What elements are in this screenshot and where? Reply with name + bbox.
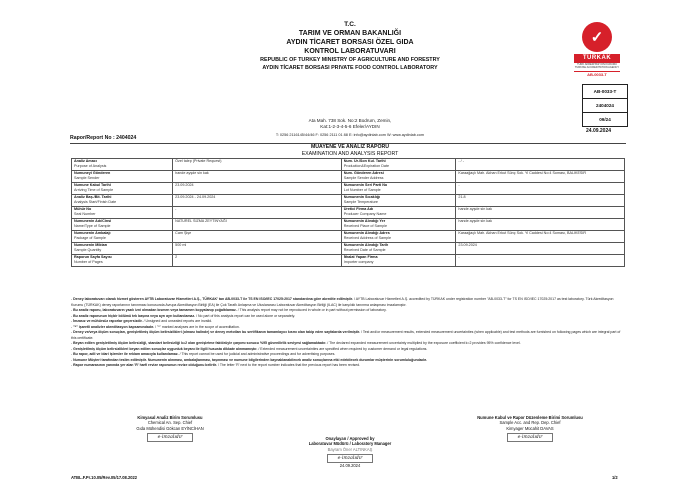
info-label-text: Numunenin Ambalajı [74, 231, 111, 235]
info-label [72, 231, 173, 243]
info-label-en: Sample Quantity [74, 247, 102, 252]
info-value-2-text: - / - [458, 159, 464, 163]
note-en: / Test and/or measurement results, extended measurement uncertainties (when applicable) and test methods are furnished on following pages which are integral part of this certificate. [71, 330, 621, 340]
signature-center-subtitle: Laboratuvar Müdürü / Laboratory Manager [308, 441, 392, 447]
note-item: - Genişletilmiş ölçüm belirsizlikleri beyan edilen sonuçlar uygunluk beyanı ile ilgili hususta dikkate alınmamıştır. / Extended measurement uncertainties are specified when required by customer demand or legal regulations. [71, 346, 428, 351]
info-value-2 [456, 195, 625, 207]
info-row [72, 255, 625, 267]
info-label-2 [341, 183, 456, 195]
info-value-2-text: 23.09.2024 [458, 243, 477, 247]
note-tr: Bu analiz raporu, laboratuvarın yazılı izni olmadan kısmen veya tamamen kopyalanıp çoğaltılamaz. [73, 308, 237, 312]
info-value-text: 2 [175, 255, 178, 259]
note-item: - Bu analiz raporu, laboratuvarın yazılı izni olmadan kısmen veya tamamen kopyalanıp çoğaltılamaz. / This analysis report may not be reproduced in whole or in part without permission of laboratory. [71, 308, 387, 312]
note-en: / Unsigned and unsealed reports are invalid. [142, 319, 213, 323]
info-value-2-text: Karaağaçlı Mah. Akhan Erkut Sünç Sok. Yi Caddesi No:4 Soması, BALIKESİR [458, 231, 587, 235]
note-tr: Genişletilmiş ölçüm belirsizlikleri beyan edilen sonuçlar uygunluk beyanı ile ilgili hususta dikkate alınmamıştır. [73, 346, 258, 351]
info-row [72, 171, 625, 183]
signature-right-title-en: Sample Acc. and Rep. Dep. Chief [499, 420, 561, 426]
report-title-en: EXAMINATION AND ANALYSIS REPORT [301, 151, 399, 157]
info-label-text: Mühür No [74, 207, 92, 211]
info-value-2-text: - [458, 255, 460, 259]
info-label-2 [341, 207, 456, 219]
note-item: - "*" işaretli analizler akreditasyon kapsamındadır. / "*" marked analyses are in the scope of accreditation. [71, 324, 240, 329]
info-value-text: - [175, 207, 177, 211]
info-row [72, 219, 625, 231]
info-value-2 [456, 243, 625, 255]
accreditation-number: 2404024 [583, 99, 627, 113]
info-label-2-en: Production&Expiration Date [343, 163, 390, 168]
note-item: - Deney laboratuvarı olarak hizmet gösteren AYTB Laboratuvar Hizmetleri A.Ş., TÜRKAK' tan AB-0033-T ile TS EN ISO/IEC 17025:2017 standardına göre akredite edilmiştir. / AYTB Laboratuvar Hizmetleri A.Ş. accredited by TÜRKAK under registration number "AB-0033-T" for TS EN ISO/IEC 17025:2017 as test laboratory. Türk Akreditasyon Kurumu (TÜRKAK) deney raporlarının tanınması konusunda Avrupa Akreditasyon Birliği (EA) ile Çok Taraflı Anlaşma ve Uluslararası Laboratuvar Akreditasyon Birliği (ILAC) ile karşılıklı tanınma anlaşması imzalamıştır. [71, 297, 614, 307]
info-value [173, 255, 342, 267]
note-en: / No part of this analysis report can be used alone or separately. [195, 313, 296, 318]
info-label [72, 207, 173, 219]
info-label-text: Analiz Amacı [74, 159, 97, 163]
sample-info-table [71, 158, 625, 267]
report-number: Rapor/Report No : 2404024 [70, 135, 137, 141]
report-notes [71, 297, 625, 369]
note-en: / "*" marked analyses are in the scope of accreditation. [154, 324, 240, 329]
signature-center-stamp: e-imzalıdır [327, 454, 374, 463]
address-line-2: Kat:1-2-3-4-5-6 Efeler/AYDIN [320, 124, 380, 130]
info-label-en: Package of Sample [74, 235, 106, 240]
note-tr: Rapor numarasının yanında yer alan 'R' harfi revize raporunun revize olduğunu belirtir. [73, 363, 217, 367]
note-item: - Bu rapor, adli ve idari işlemler ile reklam amacıyla kullanılamaz. / This report cannot be used for judicial and administrative proceedings and for advertising purposes. [71, 352, 336, 356]
info-label [72, 195, 173, 207]
signature-right-name: Kimyager Mücahit DAVAS [506, 425, 554, 431]
info-value-text: Cam Şişe [175, 231, 192, 235]
report-title [0, 144, 700, 158]
note-tr: Numune Müşteri tarafından teslim edilmiştir. Numunenin alınması, ambalajlanması, taşınması ve numune bilgilerinden kaynaklanabilecek analiz sonuçlarına etki edebilecek durumlar müşterinin sorumluluğundadır. [73, 357, 427, 362]
info-label-en: Number of Pages [74, 259, 103, 264]
info-value-2 [456, 171, 625, 183]
info-label-2 [341, 195, 456, 207]
info-value [173, 219, 342, 231]
logo-sub-1: TÜRK AKREDİTASYON KURUMU [577, 63, 617, 66]
info-value-2 [456, 255, 625, 267]
info-label-2 [341, 243, 456, 255]
signature-right-title: Numune Kabul ve Rapor Düzenleme Birimi Sorumlusu [477, 415, 583, 420]
signature-left-stamp: e-imzalıdır [147, 433, 194, 442]
info-label-2 [341, 255, 456, 267]
page-number: 1/2 [612, 475, 618, 480]
info-label-text: Analiz Baş./Bit. Tarihi [74, 195, 112, 199]
turkak-logo [574, 22, 620, 78]
report-title-tr: MUAYENE VE ANALİZ RAPORU [310, 144, 389, 150]
info-label-2-en: Received Date of Sample [343, 247, 386, 252]
signature-left-title: Kimyasal Analiz Birim Sorumlusu [137, 415, 203, 420]
info-label-2-text: Üretici Firma Adı [343, 207, 374, 211]
contact-line: T: 0256 2116145/44/46 F: 0256 2111 01 88 E: info@aydinlab.com W: www.aydinlab.com [275, 133, 425, 138]
info-value-text: hande ayşde sin kak [175, 171, 209, 175]
accreditation-code: AB-0033-T [583, 85, 627, 99]
note-tr: Deney ve/veya ölçüm sonuçları, genişletilmiş ölçüm belirsizlikleri (olması halinde) ve deney metotları bu sertifikanın tamamlayıcı kısmı olan takip eden sayfalarda verilmiştir. [73, 330, 361, 334]
logo-accreditation: AB-0033-T [574, 71, 620, 78]
info-label-2-text: Num. Ür./Son Kul. Tarihi [343, 159, 386, 163]
signature-right [440, 415, 620, 442]
logo-sub-2: TURKISH ACCREDITATION AGENCY [574, 66, 620, 70]
info-value-text: NATUREL SIZMA ZEYTİNYAĞI [175, 219, 227, 223]
info-label-2 [341, 171, 456, 183]
form-code: ATBL.F.Pr.10.05/Rev.05/17.08.2022 [71, 475, 138, 480]
info-label-text: Raporun Sayfa Sayısı [74, 255, 112, 259]
signature-right-stamp: e-imzalıdır [507, 433, 554, 442]
info-value-2 [456, 159, 625, 171]
info-label [72, 219, 173, 231]
info-label-2 [341, 159, 456, 171]
info-label-text: Numuneyi Gönderen [74, 171, 111, 175]
info-value-2 [456, 219, 625, 231]
info-label-text: Numunenin Miktarı [74, 243, 108, 247]
info-label [72, 243, 173, 255]
info-label-2-text: Numunenin Alındığı Yer [343, 219, 386, 223]
note-tr: "*" işaretli analizler akreditasyon kapsamındadır. [73, 324, 155, 329]
info-value-2 [456, 207, 625, 219]
signature-left [90, 415, 250, 442]
note-item: - Numune Müşteri tarafından teslim edilmiştir. Numunenin alınması, ambalajlanması, taşınması ve numune bilgilerinden kaynaklanabilecek analiz sonuçlarına etki edebilecek durumlar müşterinin sorumluluğundadır. [71, 357, 427, 362]
info-value-text: 23.09.2024 - 24.09.2024 [175, 195, 216, 199]
info-label-2-en: Producer Company Name [343, 211, 387, 216]
note-tr: Beyan edilen genişletilmiş ölçüm belirsizliği, standart belirsizliği k=2 olan genişletme faktörüyle çarpımı sonucu %95 güvenilirlik seviyesi sağlamaktadır. [73, 341, 327, 345]
note-item: - Beyan edilen genişletilmiş ölçüm belirsizliği, standart belirsizliği k=2 olan genişletme faktörüyle çarpımı sonucu %95 güvenilirlik seviyesi sağlamaktadır. / The declared expanded measurement uncertainty multiplied by the exposure coefficient k=2 provides 95% confidence level. [71, 341, 521, 345]
header-en-line-1: REPUBLIC OF TURKEY MINISTRY OF AGRICULTURE AND FORESTRY [260, 57, 440, 63]
info-value-2 [456, 231, 625, 243]
note-en: / This analysis report may not be reproduced in whole or in part without permission of laboratory. [236, 308, 387, 312]
info-label-2-en: Importer company [343, 259, 374, 264]
note-tr: İmzasız ve mühürsüz raporlar geçersizdir. [73, 319, 143, 323]
info-label-text: Numune Kabul Tarihi [74, 183, 111, 187]
note-item: - Deney ve/veya ölçüm sonuçları, genişletilmiş ölçüm belirsizlikleri (olması halinde) ve deney metotları bu sertifikanın tamamlayıcı kısmı olan takip eden sayfalarda verilmiştir. / Test and/or measurement results, extended measurement uncertainties (when applicable) and test methods are furnished on following pages which are integral part of this certificate. [71, 330, 621, 340]
note-en: / Extended measurement uncertainties are specified when required by customer demand or legal regulations. [257, 346, 428, 351]
report-date: 24.09.2024 [586, 128, 612, 134]
signature-center-title: Onaylayan / Approved by [325, 436, 375, 441]
signature-left-name: Gıda Mühendisi Gökcan EYİNCİHAN [136, 425, 204, 431]
info-label-en: Analysis Start/Finish Date [74, 199, 117, 204]
info-value [173, 231, 342, 243]
info-value [173, 183, 342, 195]
info-row [72, 207, 625, 219]
note-item: - Rapor numarasının yanında yer alan 'R' harfi revize raporunun revize olduğunu belirtir. / The letter 'R' next to the report number indicates that the previous report has been revised. [71, 363, 361, 367]
info-value-text: 23.09.2024 [175, 183, 194, 187]
note-tr: Bu rapor, adli ve idari işlemler ile reklam amacıyla kullanılamaz. [73, 352, 179, 356]
note-en: / The letter 'R' next to the report number indicates that the previous report has been revised. [216, 363, 361, 367]
info-label [72, 255, 173, 267]
info-label-2-text: Num. Gönderen Adresi [343, 171, 384, 175]
info-value-text: Özel talep (Private Request) [175, 159, 222, 163]
address-line-1: Ata Mah. 738 Sok. No:2 Bodrum, Zemin, [308, 118, 392, 123]
info-label-2-en: Sample Sender Address [343, 175, 384, 180]
info-value-2-text: Karaağaçlı Mah. Akhan Erkut Sünç Sok. Yi Caddesi No:4 Soması, BALIKESİR [458, 171, 587, 175]
accreditation-month: 09/24 [599, 117, 611, 122]
info-row [72, 231, 625, 243]
logo-mark: TÜRKAK [574, 54, 620, 63]
info-value-2-text: 21.8 [458, 195, 466, 199]
info-value [173, 195, 342, 207]
info-label-en: Name/Type of Sample [74, 223, 111, 228]
info-label-en: Purpose of Analysis [74, 163, 107, 168]
info-value-text: 500 ml [175, 243, 187, 247]
note-en: / The declared expanded measurement uncertainty multiplied by the exposure coefficient k=2 provides 95% confidence level. [326, 341, 521, 345]
header-line-3: AYDIN TİCARET BORSASI ÖZEL GIDA [286, 39, 414, 46]
info-label-text: Numunenin Adı/Cinsi [74, 219, 112, 223]
note-en: / This report cannot be used for judicial and administrative proceedings and for advertising purposes. [178, 352, 336, 356]
note-item: - Bu analiz raporunun hiçbir bölümü tek başına veya ayrı ayrı kullanılamaz. / No part of this analysis report can be used alone or separately. [71, 313, 296, 318]
info-label-2 [341, 219, 456, 231]
signature-center-name: Bayram Öner ALTINKAŞ [327, 446, 373, 452]
info-label [72, 183, 173, 195]
info-value-2-text: hande ayşde sin kak [458, 207, 493, 211]
info-row [72, 183, 625, 195]
info-label-en: Seal Number [74, 211, 96, 216]
signature-center-date: 24.09.2024 [339, 463, 361, 469]
info-row [72, 159, 625, 171]
header-line-2: TARIM VE ORMAN BAKANLIĞI [298, 30, 402, 37]
info-label-2-en: Received Place of Sample [343, 223, 387, 228]
header-line-4: KONTROL LABORATUVARI [304, 48, 396, 55]
info-label-2-text: Numunenin Alındığı Tarih [343, 243, 389, 247]
note-item: - İmzasız ve mühürsüz raporlar geçersizdir. / Unsigned and unsealed reports are invalid. [71, 319, 213, 323]
info-label-2-text: Numunenin Alındığı Adres [343, 231, 390, 235]
header-en-line-2: AYDIN TİCARET BORSASI PRIVATE FOOD CONTROL LABORATORY [262, 65, 438, 71]
info-value-2-text: - [458, 183, 460, 187]
info-label-2-en: Lot Number of Sample [343, 187, 381, 192]
info-label-en: Arriving Time of Sample [74, 187, 114, 192]
header-line-1: T.C. [344, 21, 356, 28]
info-label-2-en: Sample Temperature [343, 199, 378, 204]
info-label-2-text: Numunenin Sıcaklığı [343, 195, 381, 199]
accreditation-box [582, 84, 628, 127]
info-label-2-en: Received Address of Sample [343, 235, 392, 240]
signature-left-title-en: Chemical An. Sep. Chief [147, 420, 193, 426]
signature-center [250, 436, 450, 469]
info-value [173, 171, 342, 183]
note-tr: Deney laboratuvarı olarak hizmet gösteren AYTB Laboratuvar Hizmetleri A.Ş., TÜRKAK' tan AB-0033-T ile TS EN ISO/IEC 17025:2017 standardına göre akredite edilmiştir. [73, 297, 353, 301]
note-tr: Bu analiz raporunun hiçbir bölümü tek başına veya ayrı ayrı kullanılamaz. [73, 313, 196, 318]
info-label-2 [341, 231, 456, 243]
info-label [72, 171, 173, 183]
info-label-en: Sample Sender [74, 175, 100, 180]
info-label-2-text: Numunenin Seri Parti No [343, 183, 388, 187]
info-row [72, 243, 625, 255]
info-value [173, 207, 342, 219]
info-value [173, 159, 342, 171]
info-value-2-text: hande ayşde sin kak [458, 219, 493, 223]
info-label [72, 159, 173, 171]
note-en: / AYTB Laboratuvar Hizmetleri A.Ş. accredited by TÜRKAK under registration number "AB-0033-T" for TS EN ISO/IEC 17025:2017 as test laboratory. Türk Akreditasyon Kurumu (TÜRKAK) deney raporlarının tanınması konusunda Avrupa Akreditasyon Birliği (EA) ile Çok Taraflı Anlaşma ve Uluslararası Laboratuvar Akreditasyon Birliği (ILAC) ile karşılıklı tanınma anlaşması imzalamıştır. [71, 297, 614, 307]
turkak-emblem-icon: ✓ [582, 22, 612, 52]
info-value [173, 243, 342, 255]
info-row [72, 195, 625, 207]
info-label-2-text: İthalat Yapan Firma [343, 255, 378, 259]
info-value-2 [456, 183, 625, 195]
